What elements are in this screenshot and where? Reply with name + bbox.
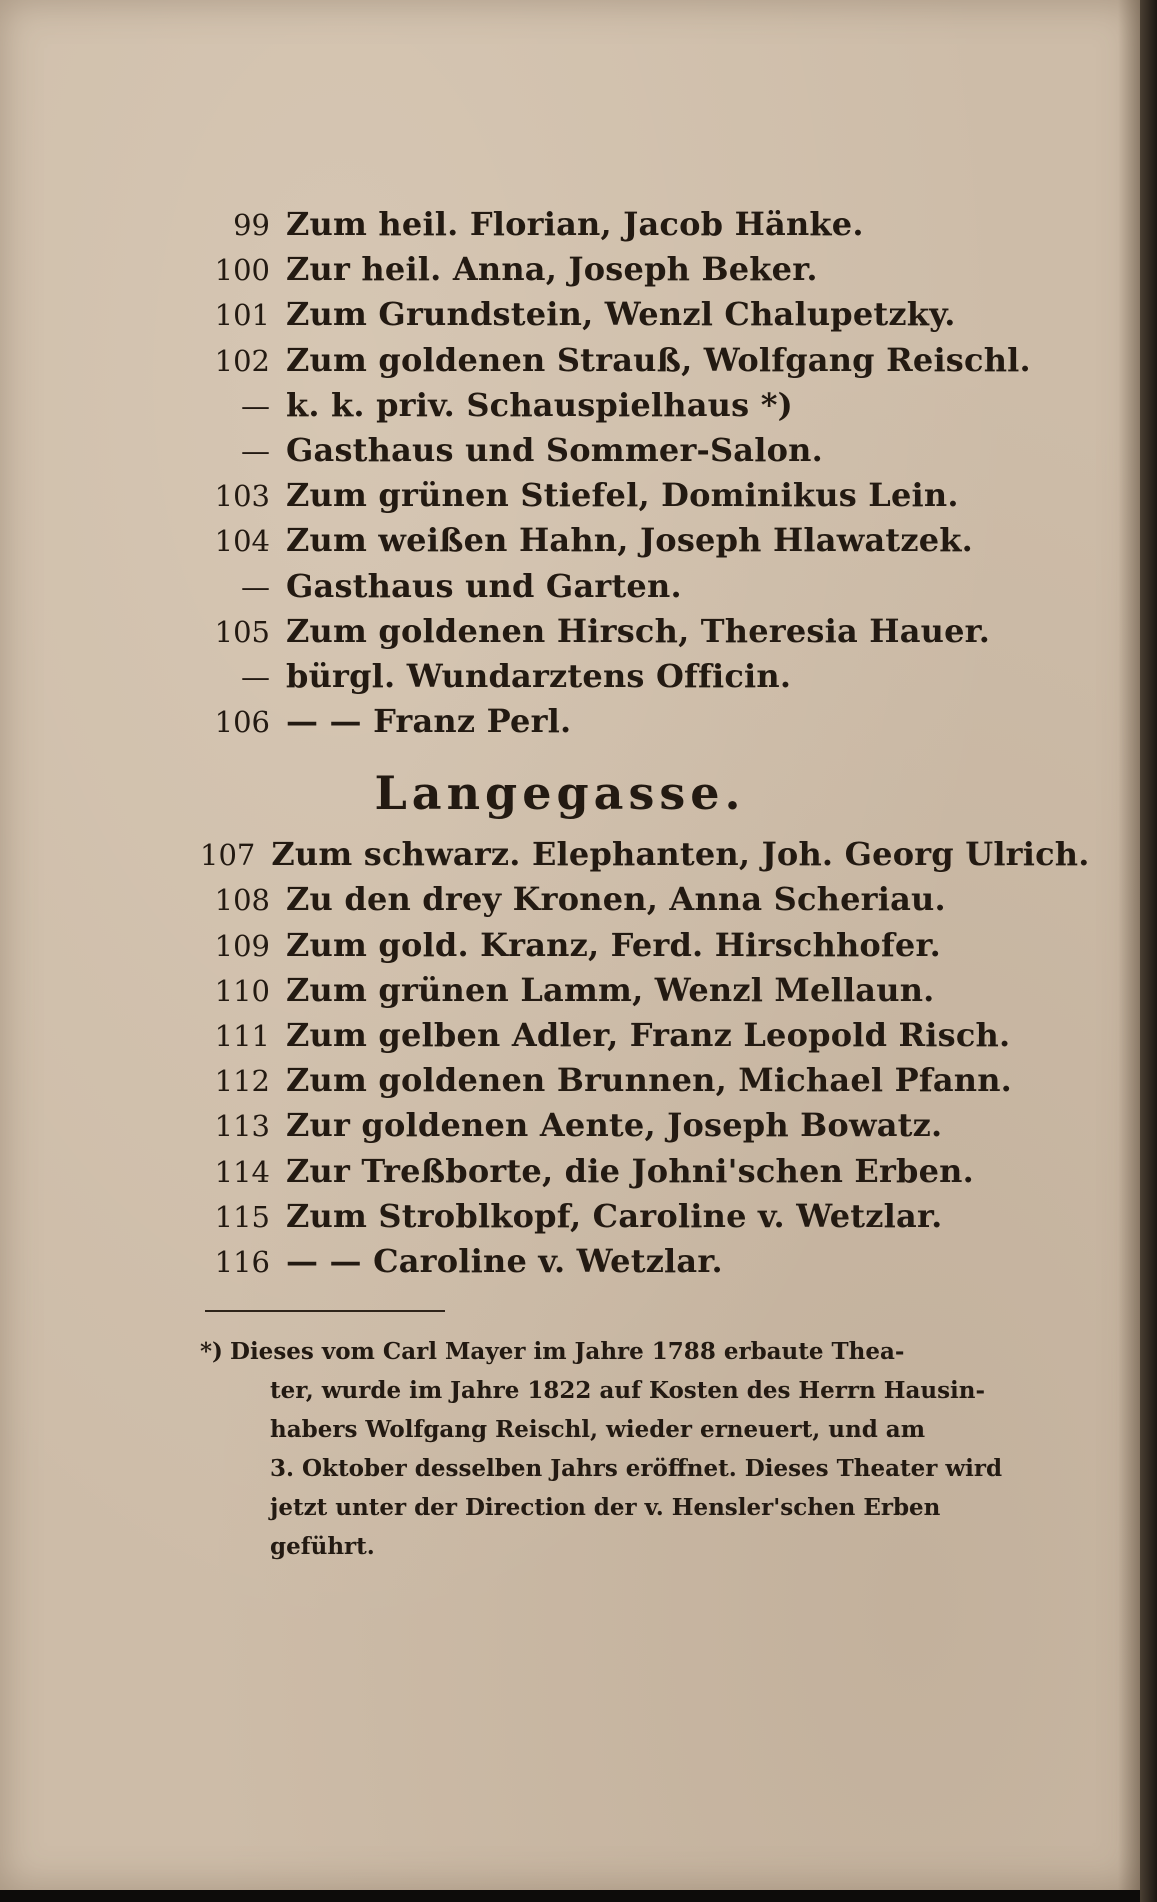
footnote <box>200 1332 1003 1566</box>
footnote-line: habers Wolfgang Reischl, wieder erneuert, und am <box>270 1416 926 1443</box>
house-number: 113 <box>214 1109 270 1144</box>
house-number: 102 <box>214 343 270 378</box>
entry-text: Gasthaus und Sommer-Salon. <box>286 430 823 469</box>
list-item <box>200 386 1040 431</box>
list-item <box>200 657 1040 702</box>
entry-text: Zur heil. Anna, Joseph Beker. <box>286 250 818 289</box>
list-item <box>200 250 1040 295</box>
entry-text: k. k. priv. Schauspielhaus *) <box>286 385 793 424</box>
house-number: 99 <box>233 208 270 242</box>
entry-text: — — Caroline v. Wetzlar. <box>286 1241 723 1280</box>
entry-text: Zum goldenen Hirsch, Theresia Hauer. <box>286 611 991 650</box>
entry-text: Zum goldenen Strauß, Wolfgang Reischl. <box>286 340 1031 379</box>
list-item <box>200 1106 1040 1151</box>
list-item <box>200 431 1040 476</box>
house-number: 101 <box>214 298 270 333</box>
house-number: 116 <box>214 1244 270 1279</box>
house-number: 110 <box>214 973 270 1008</box>
list-item <box>200 567 1040 612</box>
page-gutter-shadow <box>1118 0 1140 1890</box>
list-item <box>200 205 1040 250</box>
footnote-line: Dieses vom Carl Mayer im Jahre 1788 erbaute Thea- <box>230 1338 905 1365</box>
list-item <box>200 341 1040 386</box>
footnote-divider <box>205 1310 445 1312</box>
list-item <box>200 612 1040 657</box>
house-number: 111 <box>214 1019 270 1053</box>
house-number: 106 <box>214 705 270 740</box>
entry-text: bürgl. Wundarztens Officin. <box>286 656 792 695</box>
entry-text: Zum goldenen Brunnen, Michael Pfann. <box>286 1061 1013 1100</box>
footnote-line: jetzt unter der Direction der v. Hensler'schen Erben <box>270 1494 941 1521</box>
entry-text: Gasthaus und Garten. <box>286 566 682 605</box>
house-number: — <box>241 388 270 423</box>
list-item <box>200 835 1090 880</box>
list-item <box>200 295 1040 340</box>
house-number: 107 <box>200 838 256 873</box>
entry-text: Zum heil. Florian, Jacob Hänke. <box>286 205 864 243</box>
list-item <box>200 880 1040 925</box>
entry-text: Zum Stroblkopf, Caroline v. Wetzlar. <box>286 1196 943 1235</box>
list-item <box>200 1242 1040 1287</box>
house-number: 112 <box>214 1064 270 1099</box>
directory-listing <box>200 205 1090 1287</box>
house-number: 103 <box>214 479 270 514</box>
list-item <box>200 1016 1040 1061</box>
entry-text: Zum weißen Hahn, Joseph Hlawatzek. <box>286 521 974 560</box>
footnote-mark: *) <box>200 1338 223 1365</box>
entry-text: Zum grünen Stiefel, Dominikus Lein. <box>286 476 959 515</box>
entry-text: Zum gelben Adler, Franz Leopold Risch. <box>286 1016 1011 1054</box>
list-item <box>200 1061 1040 1106</box>
book-spine <box>1140 0 1157 1902</box>
house-number: 109 <box>214 928 270 963</box>
footnote-line: geführt. <box>270 1533 375 1560</box>
entry-text: Zu den drey Kronen, Anna Scheriau. <box>286 880 946 919</box>
list-item <box>200 1197 1040 1242</box>
entries-top <box>200 205 1040 747</box>
list-item <box>200 702 1040 747</box>
footnote-line: 3. Oktober desselben Jahrs eröffnet. Dieses Theater wird <box>270 1455 1003 1482</box>
list-item <box>200 1152 1040 1197</box>
house-number: 108 <box>214 883 270 918</box>
house-number: 100 <box>214 253 270 288</box>
list-item <box>200 476 1040 521</box>
house-number: — <box>241 569 270 604</box>
list-item <box>200 521 1040 566</box>
house-number: — <box>241 659 270 694</box>
entry-text: Zum schwarz. Elephanten, Joh. Georg Ulrich. <box>271 835 1090 874</box>
entry-text: Zur goldenen Aente, Joseph Bowatz. <box>286 1106 943 1145</box>
entry-text: Zum gold. Kranz, Ferd. Hirschhofer. <box>286 925 941 964</box>
entry-text: Zum grünen Lamm, Wenzl Mellaun. <box>286 970 935 1009</box>
footnote-line: ter, wurde im Jahre 1822 auf Kosten des Herrn Hausin- <box>270 1377 986 1404</box>
house-number: 105 <box>214 614 270 649</box>
house-number: 104 <box>214 524 270 559</box>
entry-text: — — Franz Perl. <box>286 702 572 741</box>
entry-text: Zur Treßborte, die Johni'schen Erben. <box>286 1151 974 1190</box>
house-number: 114 <box>214 1154 270 1189</box>
entries-bottom <box>200 835 1090 1287</box>
list-item <box>200 926 1040 971</box>
list-item <box>200 971 1040 1016</box>
entry-text: Zum Grundstein, Wenzl Chalupetzky. <box>286 295 956 334</box>
section-heading: Langegasse. <box>374 766 746 821</box>
house-number: 115 <box>214 1199 270 1234</box>
house-number: — <box>241 433 270 468</box>
